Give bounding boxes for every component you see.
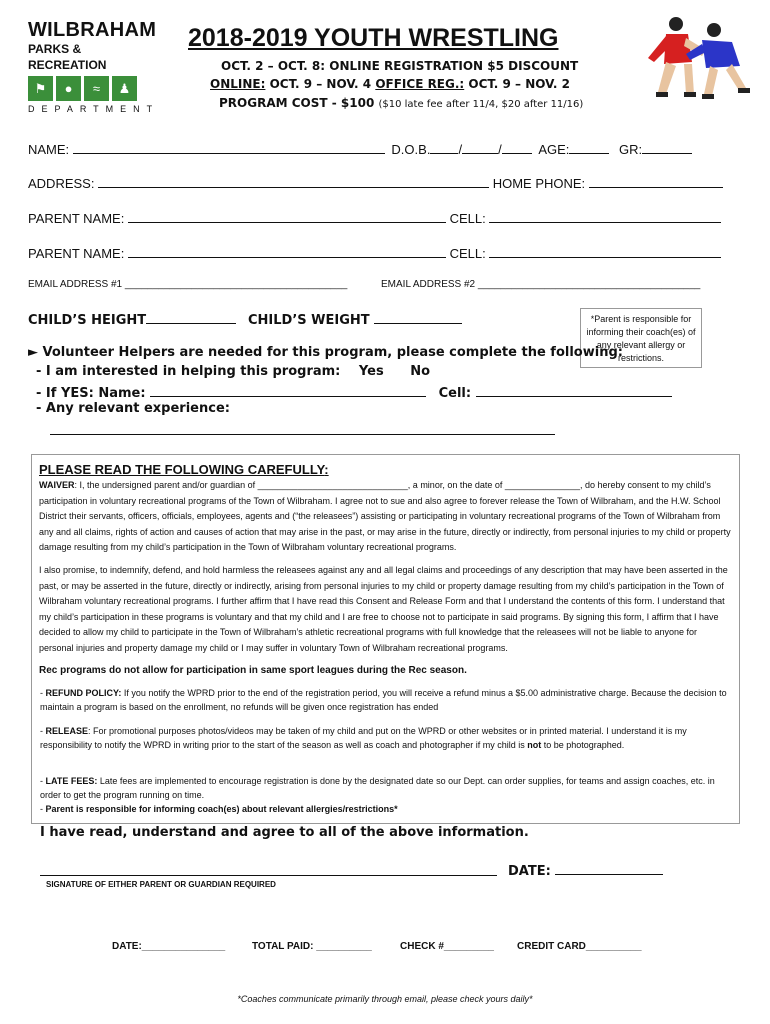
waiver-heading-text: PLEASE READ THE FOLLOWING CAREFULLY (39, 462, 325, 477)
late-fees-label: LATE FEES: (45, 776, 98, 786)
waiver-text-1: : I, the undersigned parent and/or guardian of ______________________________, a minor, on the date of _______________, do hereby consent to my child’s participation in voluntary recreational programs of the Town of Wilbraham. I agree not to sue and also agree to forever release the Town of Wilbraham, and the H.W. School District their servants, officers, officials, employees, agents and (“the releasees”) assisting or participating in voluntary recreational programs of the Town of Wilbraham from any and all claims, rights of action and causes of action that may arise in the past, or may arise in the future, directly or indirectly, from personal injuries to my child or property damage resulting from my child’s participation in the Town of Wilbraham voluntary recreational programs. (39, 480, 731, 552)
dob-label: D.O.B. (391, 142, 431, 157)
grade-field[interactable] (642, 140, 692, 154)
volunteer-experience-label: - Any relevant experience: (36, 401, 230, 416)
rec-programs-note: Rec programs do not allow for participation in same sport leagues during the Rec season. (39, 665, 467, 676)
parent-responsibility: - Parent is responsible for informing coach(es) about relevant allergies/restrictions* (40, 804, 398, 814)
volunteer-yes-option[interactable]: Yes (358, 364, 384, 379)
parent-name-label: PARENT NAME: (28, 246, 125, 261)
email-2-field[interactable]: EMAIL ADDRESS #2 ________________________________________ (381, 279, 701, 290)
online-label: ONLINE: (210, 77, 266, 91)
dob-month-field[interactable] (430, 140, 458, 154)
late-fees-policy: - LATE FEES: Late fees are implemented to encourage registration is done by the designated date so our Dept. can order supplies, for teams and assign coaches, etc. in order to get the program running on time. (40, 776, 715, 800)
office-label: OFFICE REG.: (375, 77, 465, 91)
release-not: not (527, 740, 542, 750)
dob-day-field[interactable] (462, 140, 498, 154)
row-parent-1 (28, 209, 721, 226)
volunteer-interest-label: - I am interested in helping this program: (36, 364, 341, 379)
volunteer-name-label: - If YES: Name: (36, 386, 146, 401)
logo-subtitle: PARKS & RECREATION (28, 42, 107, 72)
address-label: ADDRESS: (28, 176, 95, 191)
row-childs-weight (248, 310, 462, 328)
row-childs-height (28, 310, 236, 328)
refund-policy-label: REFUND POLICY: (45, 688, 122, 698)
volunteer-interest-row (36, 364, 430, 379)
late-fee-note: ($10 late fee after 11/4, $20 after 11/16) (378, 99, 584, 110)
row-address (28, 174, 723, 191)
row-parent-2 (28, 244, 721, 261)
volunteer-name-row (36, 383, 672, 401)
agreement-statement: I have read, understand and agree to all of the above information. (40, 825, 529, 840)
logo-icon-strip (28, 76, 154, 101)
volunteer-experience-field[interactable] (50, 434, 555, 435)
release-text: : For promotional purposes photos/videos may be taken of my child and put on the WPRD or other websites or in printed material. I understand it is my responsibility to notify the WPRD in writing prior to the start of the season as well as coach and photographer if my child is (40, 726, 687, 750)
release-policy: - RELEASE: For promotional purposes photos/videos may be taken of my child and put on the WPRD or other websites or in printed material. I understand it is my responsibility to notify the WPRD in writing prior to the start of the season as well as coach and photographer if my child is not to be photographed. (40, 726, 687, 750)
volunteer-no-option[interactable]: No (410, 364, 431, 379)
address-field[interactable] (98, 174, 489, 188)
childs-height-label: CHILD’S HEIGHT (28, 313, 147, 328)
age-label: AGE: (538, 142, 570, 157)
volunteer-cell-field[interactable] (476, 383, 672, 397)
volunteer-cell-label: Cell: (438, 386, 472, 401)
footer-note: *Coaches communicate primarily through email, please check yours daily* (237, 994, 533, 1004)
cell-label: CELL: (449, 211, 486, 226)
signature-date-row (508, 861, 663, 879)
home-phone-field[interactable] (589, 174, 723, 188)
online-dates: OCT. 9 – NOV. 4 (265, 77, 376, 91)
refund-policy-text: If you notify the WPRD prior to the end of the registration period, you will receive a refund minus a $5.00 administrative charge. Because the decision to maintain a program is based on the enrollment, no refunds will be given once registration has ended (40, 688, 727, 712)
signature-label: SIGNATURE OF EITHER PARENT OR GUARDIAN REQUIRED (46, 880, 276, 889)
volunteer-heading: ► Volunteer Helpers are needed for this program, please complete the following: (28, 345, 623, 360)
hiker-icon: ♟ (112, 76, 137, 101)
name-label: NAME: (28, 142, 70, 157)
office-check-field[interactable]: CHECK #_________ (400, 941, 494, 952)
signature-field[interactable] (40, 875, 497, 876)
parent-responsibility-text: Parent is responsible for informing coach(es) about relevant allergies/restrictions* (45, 804, 398, 814)
parent-cell-field-1[interactable] (489, 209, 721, 223)
logo-title: WILBRAHAM (28, 19, 157, 41)
program-cost: PROGRAM COST - $100 (219, 96, 379, 110)
parent-name-label: PARENT NAME: (28, 211, 125, 226)
childs-weight-field[interactable] (374, 310, 462, 324)
logo-department: DEPARTMENT (28, 104, 160, 114)
waiver-heading-colon: : (324, 462, 329, 477)
childs-height-field[interactable] (146, 310, 236, 324)
signature-date-field[interactable] (555, 861, 663, 875)
sports-icon: ⚑ (28, 76, 53, 101)
allergy-note-box: *Parent is responsible for informing their coach(es) of any relevant allergy or restrictions. (580, 308, 702, 368)
waiver-heading (39, 462, 329, 477)
late-fees-text: Late fees are implemented to encourage registration is done by the designated date so our Dept. can order supplies, for teams and assign coaches, etc. in order to get the program running on time. (40, 776, 715, 800)
office-dates: OCT. 9 – NOV. 2 (464, 77, 570, 91)
waiver-paragraph-1 (39, 478, 731, 556)
waiver-paragraph-2: I also promise, to indemnify, defend, and hold harmless the releasees against any and all legal claims and proceedings of any description that may have been asserted in the past, or may be asserted in the future, directly or indirectly, arising from personal injuries to my child or property damage resulting from my child’s participation in the Town of Wilbraham voluntary recreational programs. I further affirm that I have read this Consent and Release Form and that I understand the contents of this form. I understand that my child’s participation in these programs is voluntary and that my child and I are free to choose not to participate in said programs. By signing this form, I affirm that I have decided to allow my child to participate in the Town of Wilbraham’s athletic recreational programs with full knowledge that the releasees will not be liable to anyone for personal injuries and property damage my child or I may suffer in voluntary Town of Wilbraham recreational programs. (39, 565, 728, 653)
parent-cell-field-2[interactable] (489, 244, 721, 258)
header-line-3 (219, 96, 583, 110)
dob-year-field[interactable] (502, 140, 532, 154)
swim-icon: ≈ (84, 76, 109, 101)
signature-date-label: DATE: (508, 864, 551, 879)
page-title: 2018-2019 YOUTH WRESTLING (188, 24, 559, 52)
volunteer-name-field[interactable] (150, 383, 426, 397)
grade-label: GR: (619, 142, 643, 157)
header-line-2 (210, 77, 570, 91)
home-phone-label: HOME PHONE: (492, 176, 586, 191)
childs-weight-label: CHILD’S WEIGHT (248, 313, 370, 328)
release-text-end: to be photographed. (541, 740, 625, 750)
office-total-paid-field[interactable]: TOTAL PAID: __________ (252, 941, 372, 952)
cell-label: CELL: (449, 246, 486, 261)
release-label: RELEASE (45, 726, 89, 736)
email-1-field[interactable]: EMAIL ADDRESS #1 ________________________________________ (28, 279, 348, 290)
department-logo (28, 19, 160, 114)
row-name (28, 140, 692, 157)
age-field[interactable] (569, 140, 609, 154)
dob-separator: / (458, 142, 463, 157)
parent-name-field-1[interactable] (128, 209, 446, 223)
name-field[interactable] (73, 140, 385, 154)
parent-name-field-2[interactable] (128, 244, 446, 258)
office-credit-card-field[interactable]: CREDIT CARD__________ (517, 941, 642, 952)
ball-icon: ● (56, 76, 81, 101)
refund-policy: - REFUND POLICY: If you notify the WPRD prior to the end of the registration period, you will receive a refund minus a $5.00 administrative charge. Because the decision to maintain a program is based on the enrollment, no refunds will be given once registration has ended (40, 688, 727, 712)
header-line-1: OCT. 2 – OCT. 8: ONLINE REGISTRATION $5 DISCOUNT (221, 59, 579, 73)
wrestlers-illustration (636, 14, 754, 100)
dob-separator: / (498, 142, 502, 157)
office-date-field[interactable]: DATE:_______________ (112, 941, 226, 952)
waiver-label: WAIVER (39, 480, 75, 490)
